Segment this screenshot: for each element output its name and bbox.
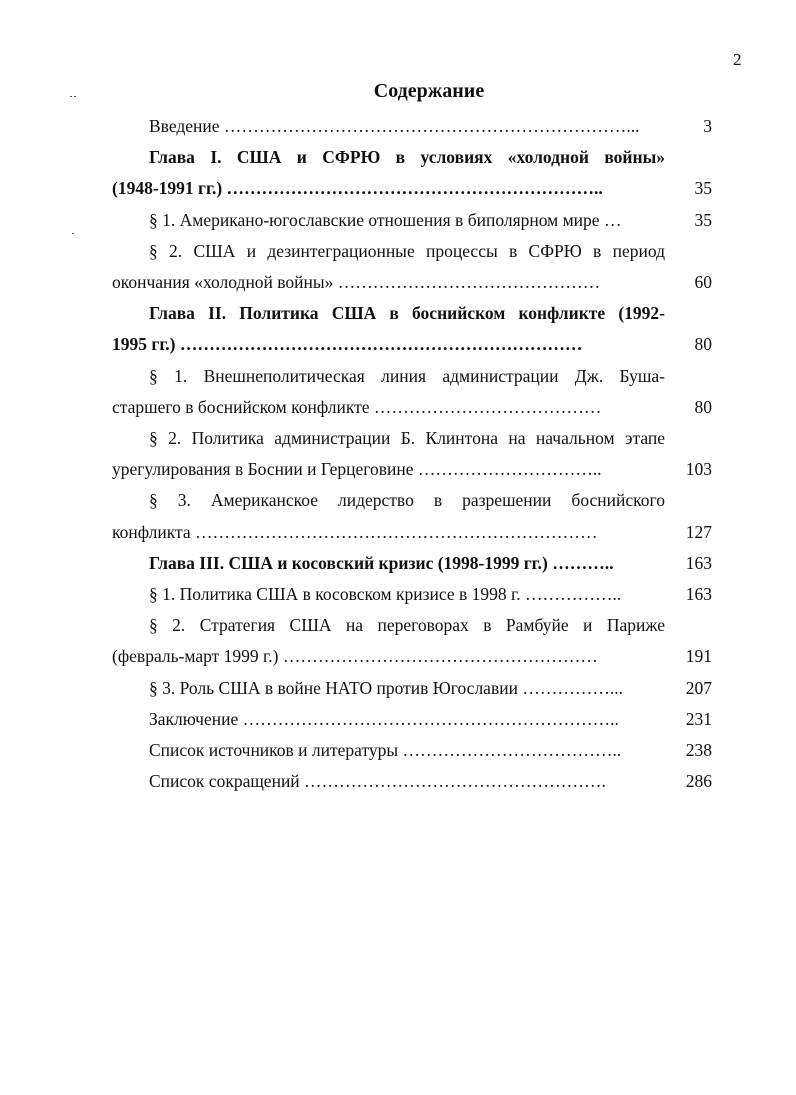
toc-line: конфликта ……………………………………………………………: [112, 521, 598, 542]
toc-entry-text: [112, 673, 668, 704]
toc-entry-section-2-1[interactable]: [112, 361, 712, 423]
toc-entry-text: [112, 111, 668, 142]
toc-line: старшего в боснийском конфликте …………………………………: [112, 396, 602, 417]
toc-page-number: 35: [694, 178, 712, 199]
toc-entry-chapter-2[interactable]: [112, 298, 712, 360]
toc-page-number: 207: [685, 677, 712, 698]
toc-line: Глава I. США и СФРЮ в условиях «холодной войны»: [149, 147, 665, 168]
toc-line: § 3. Роль США в войне НАТО против Югославии ……………...: [149, 677, 623, 698]
toc-line: § 1. Внешнеполитическая линия администрации Дж. Буша-: [149, 365, 665, 386]
toc-page-number: 231: [685, 708, 712, 729]
toc-entry-text: [112, 579, 668, 610]
toc-entry-introduction[interactable]: [112, 111, 712, 142]
toc-line: § 1. Политика США в косовском кризисе в 1998 г. ……………..: [149, 584, 622, 605]
toc-entry-section-3-3[interactable]: [112, 673, 712, 704]
toc-entry-chapter-1[interactable]: [112, 142, 712, 204]
scan-speck: [70, 96, 72, 97]
scan-speck: [74, 96, 76, 97]
toc-line: 1995 гг.) ……………………………………………………………: [112, 334, 583, 355]
toc-entry-section-1-1[interactable]: [112, 205, 712, 236]
toc-entry-text: [112, 298, 665, 360]
table-of-contents: [112, 111, 712, 797]
toc-entry-text: [112, 361, 665, 423]
toc-page-number: 238: [685, 740, 712, 761]
toc-page-number: 60: [694, 272, 712, 293]
toc-line: (1948-1991 гг.) ………………………………………………………..: [112, 178, 603, 199]
toc-page-number: 286: [685, 771, 712, 792]
page-title: Содержание: [373, 80, 485, 102]
toc-page-number: 163: [685, 584, 712, 605]
toc-line: Глава III. США и косовский кризис (1998-1999 гг.) ………..: [149, 552, 614, 573]
toc-entry-text: [112, 236, 665, 298]
toc-entry-section-3-2[interactable]: [112, 610, 712, 672]
toc-line: окончания «холодной войны» ………………………………………: [112, 272, 601, 293]
toc-entry-bibliography[interactable]: [112, 735, 712, 766]
toc-entry-chapter-3[interactable]: [112, 548, 712, 579]
toc-page-number: 103: [685, 459, 712, 480]
toc-page-number: 163: [685, 552, 712, 573]
toc-page-number: 3: [703, 116, 712, 136]
toc-entry-text: [112, 485, 665, 547]
toc-line: § 2. Стратегия США на переговорах в Рамбуйе и Париже: [149, 615, 665, 636]
toc-entry-section-3-1[interactable]: [112, 579, 712, 610]
toc-line: Заключение ………………………………………………………..: [149, 708, 619, 729]
toc-page-number: 191: [685, 646, 712, 667]
toc-entry-text: [112, 735, 668, 766]
toc-entry-text: [112, 548, 668, 579]
toc-line: урегулирования в Боснии и Герцеговине …………………………..: [112, 459, 602, 480]
toc-line: (февраль-март 1999 г.) ………………………………………………: [112, 646, 598, 667]
toc-line: § 1. Американо-югославские отношения в биполярном мире …: [149, 209, 622, 230]
toc-line: Список источников и литературы ………………………………..: [149, 740, 622, 761]
toc-line: Список сокращений …………………………………………….: [149, 771, 606, 792]
toc-entry-text: [112, 704, 668, 735]
toc-entry-conclusion[interactable]: [112, 704, 712, 735]
toc-page-number: 127: [685, 521, 712, 542]
toc-entry-text: [112, 766, 668, 797]
toc-entry-text: [112, 142, 665, 204]
toc-line: Введение ……………………………………………………………...: [149, 116, 640, 136]
toc-entry-section-2-2[interactable]: [112, 423, 712, 485]
toc-entry-abbreviations[interactable]: [112, 766, 712, 797]
toc-entry-text: [112, 205, 668, 236]
toc-line: § 2. Политика администрации Б. Клинтона на начальном этапе: [149, 428, 665, 449]
toc-entry-section-2-3[interactable]: [112, 485, 712, 547]
scan-speck: [72, 233, 74, 234]
page-number: 2: [733, 50, 742, 69]
toc-entry-text: [112, 423, 665, 485]
toc-page-number: 35: [694, 209, 712, 230]
toc-entry-text: [112, 610, 665, 672]
toc-page-number: 80: [694, 396, 712, 417]
toc-line: § 2. США и дезинтеграционные процессы в СФРЮ в период: [149, 240, 665, 261]
toc-line: § 3. Американское лидерство в разрешении боснийского: [149, 490, 665, 511]
toc-line: Глава II. Политика США в боснийском конфликте (1992-: [149, 303, 665, 324]
toc-page-number: 80: [694, 334, 712, 355]
toc-entry-section-1-2[interactable]: [112, 236, 712, 298]
